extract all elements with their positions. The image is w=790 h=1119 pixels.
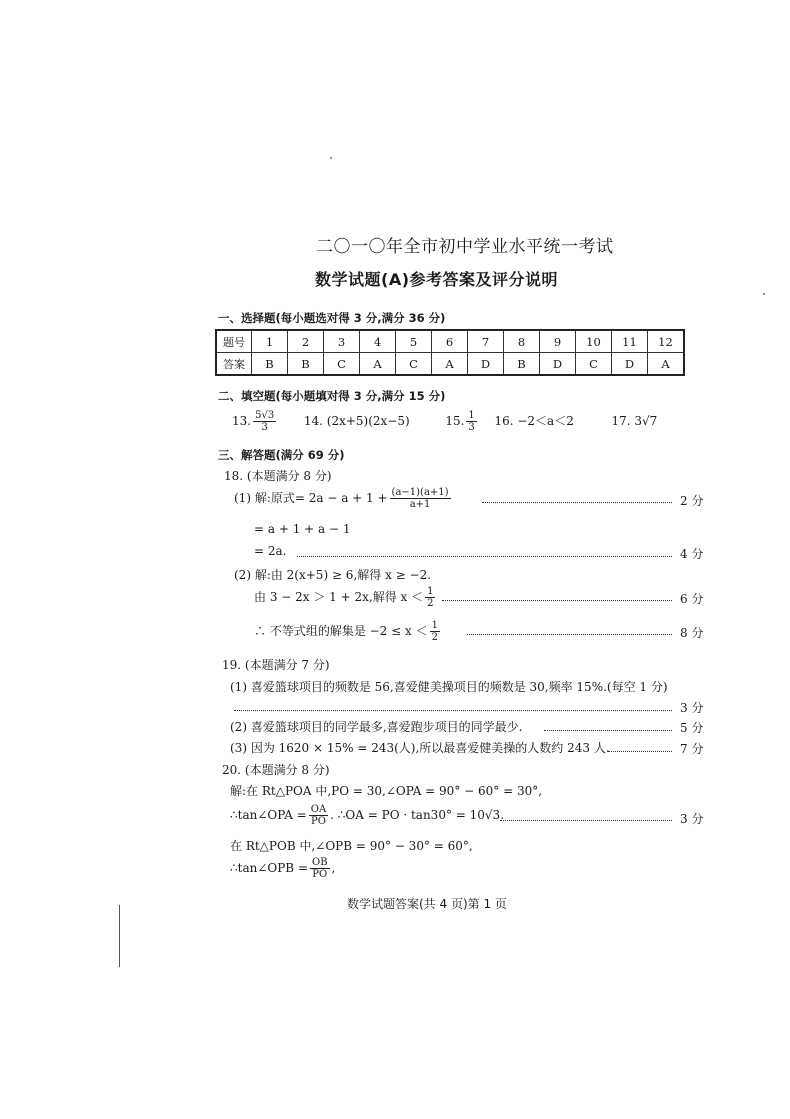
question-number: 11: [612, 330, 648, 353]
answer-cell: B: [504, 353, 540, 376]
q19-part-3: (3) 因为 1620 × 15% = 243(人),所以最喜爱健美操的人数约 243 人.: [230, 741, 610, 755]
score-5: 5 分: [680, 721, 704, 735]
scan-edge-line: [119, 905, 120, 967]
question-number: 10: [576, 330, 612, 353]
answer-cell: A: [360, 353, 396, 376]
answer-cell: C: [576, 353, 612, 376]
question-number: 3: [324, 330, 360, 353]
answer-cell: C: [324, 353, 360, 376]
dot-leader: [234, 710, 672, 711]
q13-label: 13.: [232, 414, 252, 428]
score-3b: 3 分: [680, 812, 704, 826]
scan-speck: [330, 157, 332, 159]
question-number: 4: [360, 330, 396, 353]
dot-leader: [442, 600, 672, 601]
q20-step-2: ∴tan∠OPA = $\frac{OA}{PO}$ . ∴OA = PO · tan30° = 10√3.: [230, 804, 505, 827]
q16-answer: 16. −2＜a＜2: [494, 414, 574, 428]
q17-answer: 17. 3√7: [611, 414, 658, 428]
dot-leader: [544, 730, 672, 731]
section-heading-fill: 二、填空题(每小题填对得 3 分,满分 15 分): [218, 389, 446, 403]
q18-step-6: ∴ 不等式组的解集是 −2 ≤ x ＜ $\frac{1}{2}$: [254, 620, 438, 643]
q20-step-3: 在 Rt△POB 中,∠OPB = 90° − 30° = 60°,: [230, 839, 473, 853]
question-number: 9: [540, 330, 576, 353]
table-row-answers: [216, 353, 684, 376]
q15-label: 15.: [445, 414, 465, 428]
q18-heading: 18. (本题满分 8 分): [224, 469, 332, 483]
answer-cell: D: [468, 353, 504, 376]
dot-leader: [500, 820, 672, 821]
q18-half-fraction: $\frac{1}{2}$: [427, 586, 434, 609]
fill-answers-row: [232, 410, 657, 433]
section-heading-choice: 一、选择题(每小题选对得 3 分,满分 36 分): [218, 311, 446, 325]
q13-fraction: $\frac{5√3}{3}$: [255, 410, 275, 433]
q20-tan-fraction: $\frac{OA}{PO}$: [310, 804, 327, 827]
score-4: 4 分: [680, 547, 704, 561]
q20-step-4: ∴tan∠OPB = $\frac{OB}{PO}$ ,: [230, 857, 336, 880]
score-3: 3 分: [680, 701, 704, 715]
exam-title: 二〇一〇年全市初中学业水平统一考试: [316, 237, 614, 257]
q18-step-4: (2) 解:由 2(x+5) ≥ 6,解得 x ≥ −2.: [234, 568, 432, 582]
scan-speck: [763, 293, 765, 295]
question-number: 2: [288, 330, 324, 353]
row-label-question: 题号: [216, 330, 252, 353]
score-8: 8 分: [680, 626, 704, 640]
question-number: 1: [252, 330, 288, 353]
q20-heading: 20. (本题满分 8 分): [222, 763, 330, 777]
page-footer: 数学试题答案(共 4 页)第 1 页: [347, 897, 507, 911]
answer-cell: B: [252, 353, 288, 376]
dot-leader: [482, 502, 672, 503]
answer-cell: A: [648, 353, 685, 376]
answer-cell: D: [540, 353, 576, 376]
dot-leader: [467, 634, 672, 635]
q18-fraction: $\frac{(a-1)(a+1)}{a+1}$: [391, 487, 449, 510]
answer-cell: C: [396, 353, 432, 376]
question-number: 12: [648, 330, 685, 353]
question-number: 6: [432, 330, 468, 353]
q20-tan2-fraction: $\frac{OB}{PO}$: [312, 857, 328, 880]
answer-cell: A: [432, 353, 468, 376]
section-heading-solve: 三、解答题(满分 69 分): [218, 448, 345, 462]
q18-solution-fraction: $\frac{1}{2}$: [431, 620, 438, 643]
dot-leader: [608, 751, 672, 752]
q19-heading: 19. (本题满分 7 分): [222, 658, 330, 672]
document-subtitle: 数学试题(A)参考答案及评分说明: [315, 270, 559, 289]
table-row-numbers: [216, 330, 684, 353]
answer-table: [215, 329, 685, 376]
score-6: 6 分: [680, 592, 704, 606]
answer-cell: B: [288, 353, 324, 376]
q19-part-1: (1) 喜爱篮球项目的频数是 56,喜爱健美操项目的频数是 30,频率 15%.(每空 1 分): [230, 680, 668, 694]
question-number: 7: [468, 330, 504, 353]
q18-step-3: = 2a.: [254, 544, 287, 558]
q18-step-5: 由 3 − 2x ＞ 1 + 2x,解得 x ＜ $\frac{1}{2}$: [254, 586, 434, 609]
dot-leader: [297, 556, 672, 557]
q20-step-1: 解:在 Rt△POA 中,PO = 30,∠OPA = 90° − 60° = 30°,: [230, 784, 543, 798]
q18-step-2: = a + 1 + a − 1: [254, 522, 351, 536]
score-2: 2 分: [680, 494, 704, 508]
answer-cell: D: [612, 353, 648, 376]
q19-part-2: (2) 喜爱篮球项目的同学最多,喜爱跑步项目的同学最少.: [230, 720, 523, 734]
question-number: 5: [396, 330, 432, 353]
q14-answer: 14. (2x+5)(2x−5): [303, 414, 410, 428]
q15-fraction: $\frac{1}{3}$: [468, 410, 475, 433]
question-number: 8: [504, 330, 540, 353]
row-label-answer: 答案: [216, 353, 252, 376]
q18-step-1: (1) 解:原式= 2a − a + 1 + $\frac{(a-1)(a+1)}{a+1}$: [234, 487, 449, 510]
score-7: 7 分: [680, 742, 704, 756]
